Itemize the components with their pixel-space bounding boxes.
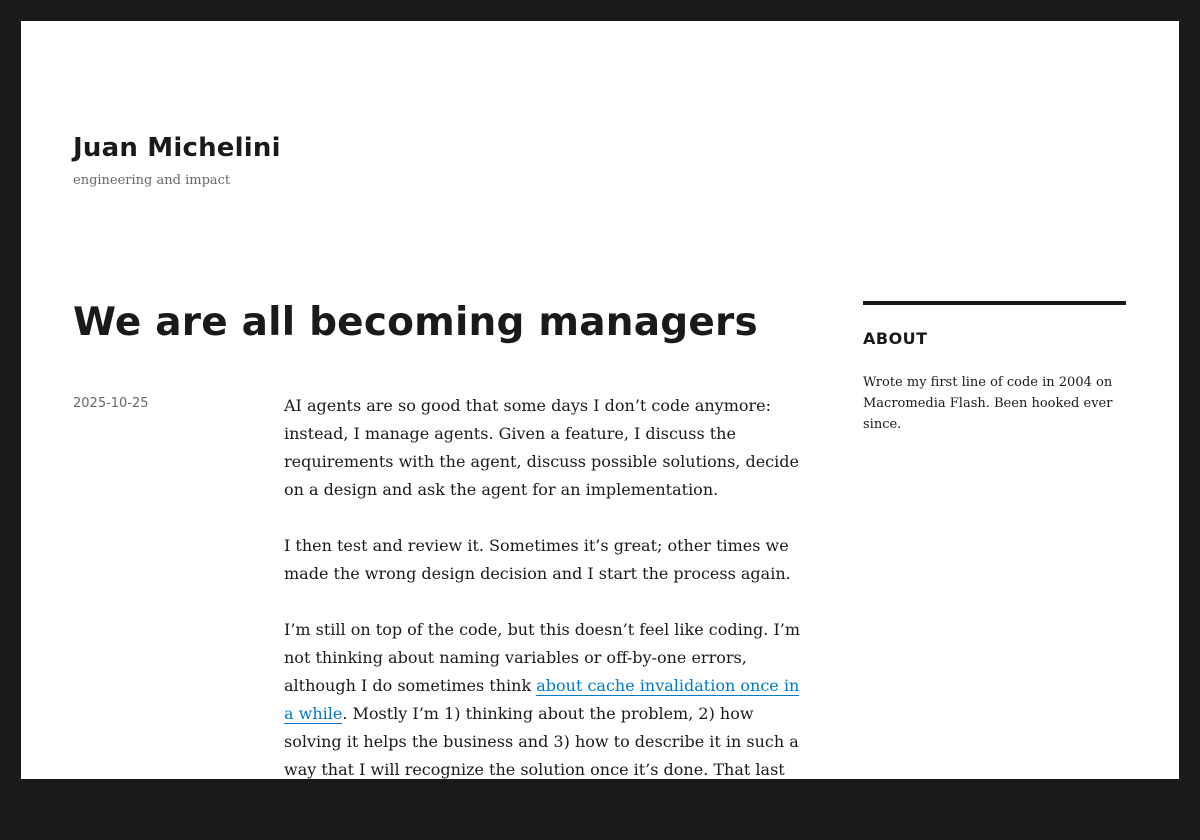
paragraph-3 [284, 616, 812, 812]
paragraph-1: AI agents are so good that some days I don’t code anymore: instead, I manage agents. Given a feature, I discuss the requirements with the agent, discuss possible solutions, decide on a design and ask the agent for an implementation. [284, 396, 799, 499]
post-content [284, 392, 812, 840]
paragraph-3-text-before: I’m still on top of the code, but this doesn’t feel like coding. I’m not thinking about naming variables or off-by-one errors, although I do sometimes think [284, 620, 801, 695]
page [21, 21, 1179, 807]
site-tagline: engineering and impact [73, 173, 231, 188]
sidebar-divider [863, 301, 1126, 305]
cache-invalidation-link[interactable]: about cache invalidation once in a while [284, 676, 800, 723]
post-date-link[interactable]: 2025-10-25 [73, 396, 149, 411]
about-widget-text: Wrote my first line of code in 2004 on Macromedia Flash. Been hooked ever since. [863, 375, 1113, 432]
site-title-link[interactable]: Juan Michelini [73, 133, 281, 163]
about-widget-title: ABOUT [863, 329, 928, 348]
paragraph-3-text-after: . Mostly I’m 1) thinking about the problem, 2) how solving it helps the business and 3) how to describe it in such a way that I will recognize the solution once it’s done. That last point feels [284, 704, 799, 807]
sidebar [863, 301, 1126, 435]
paragraph-2: I then test and review it. Sometimes it’s great; other times we made the wrong design decision and I start the process again. [284, 536, 791, 583]
post-title: We are all becoming managers [73, 300, 758, 345]
